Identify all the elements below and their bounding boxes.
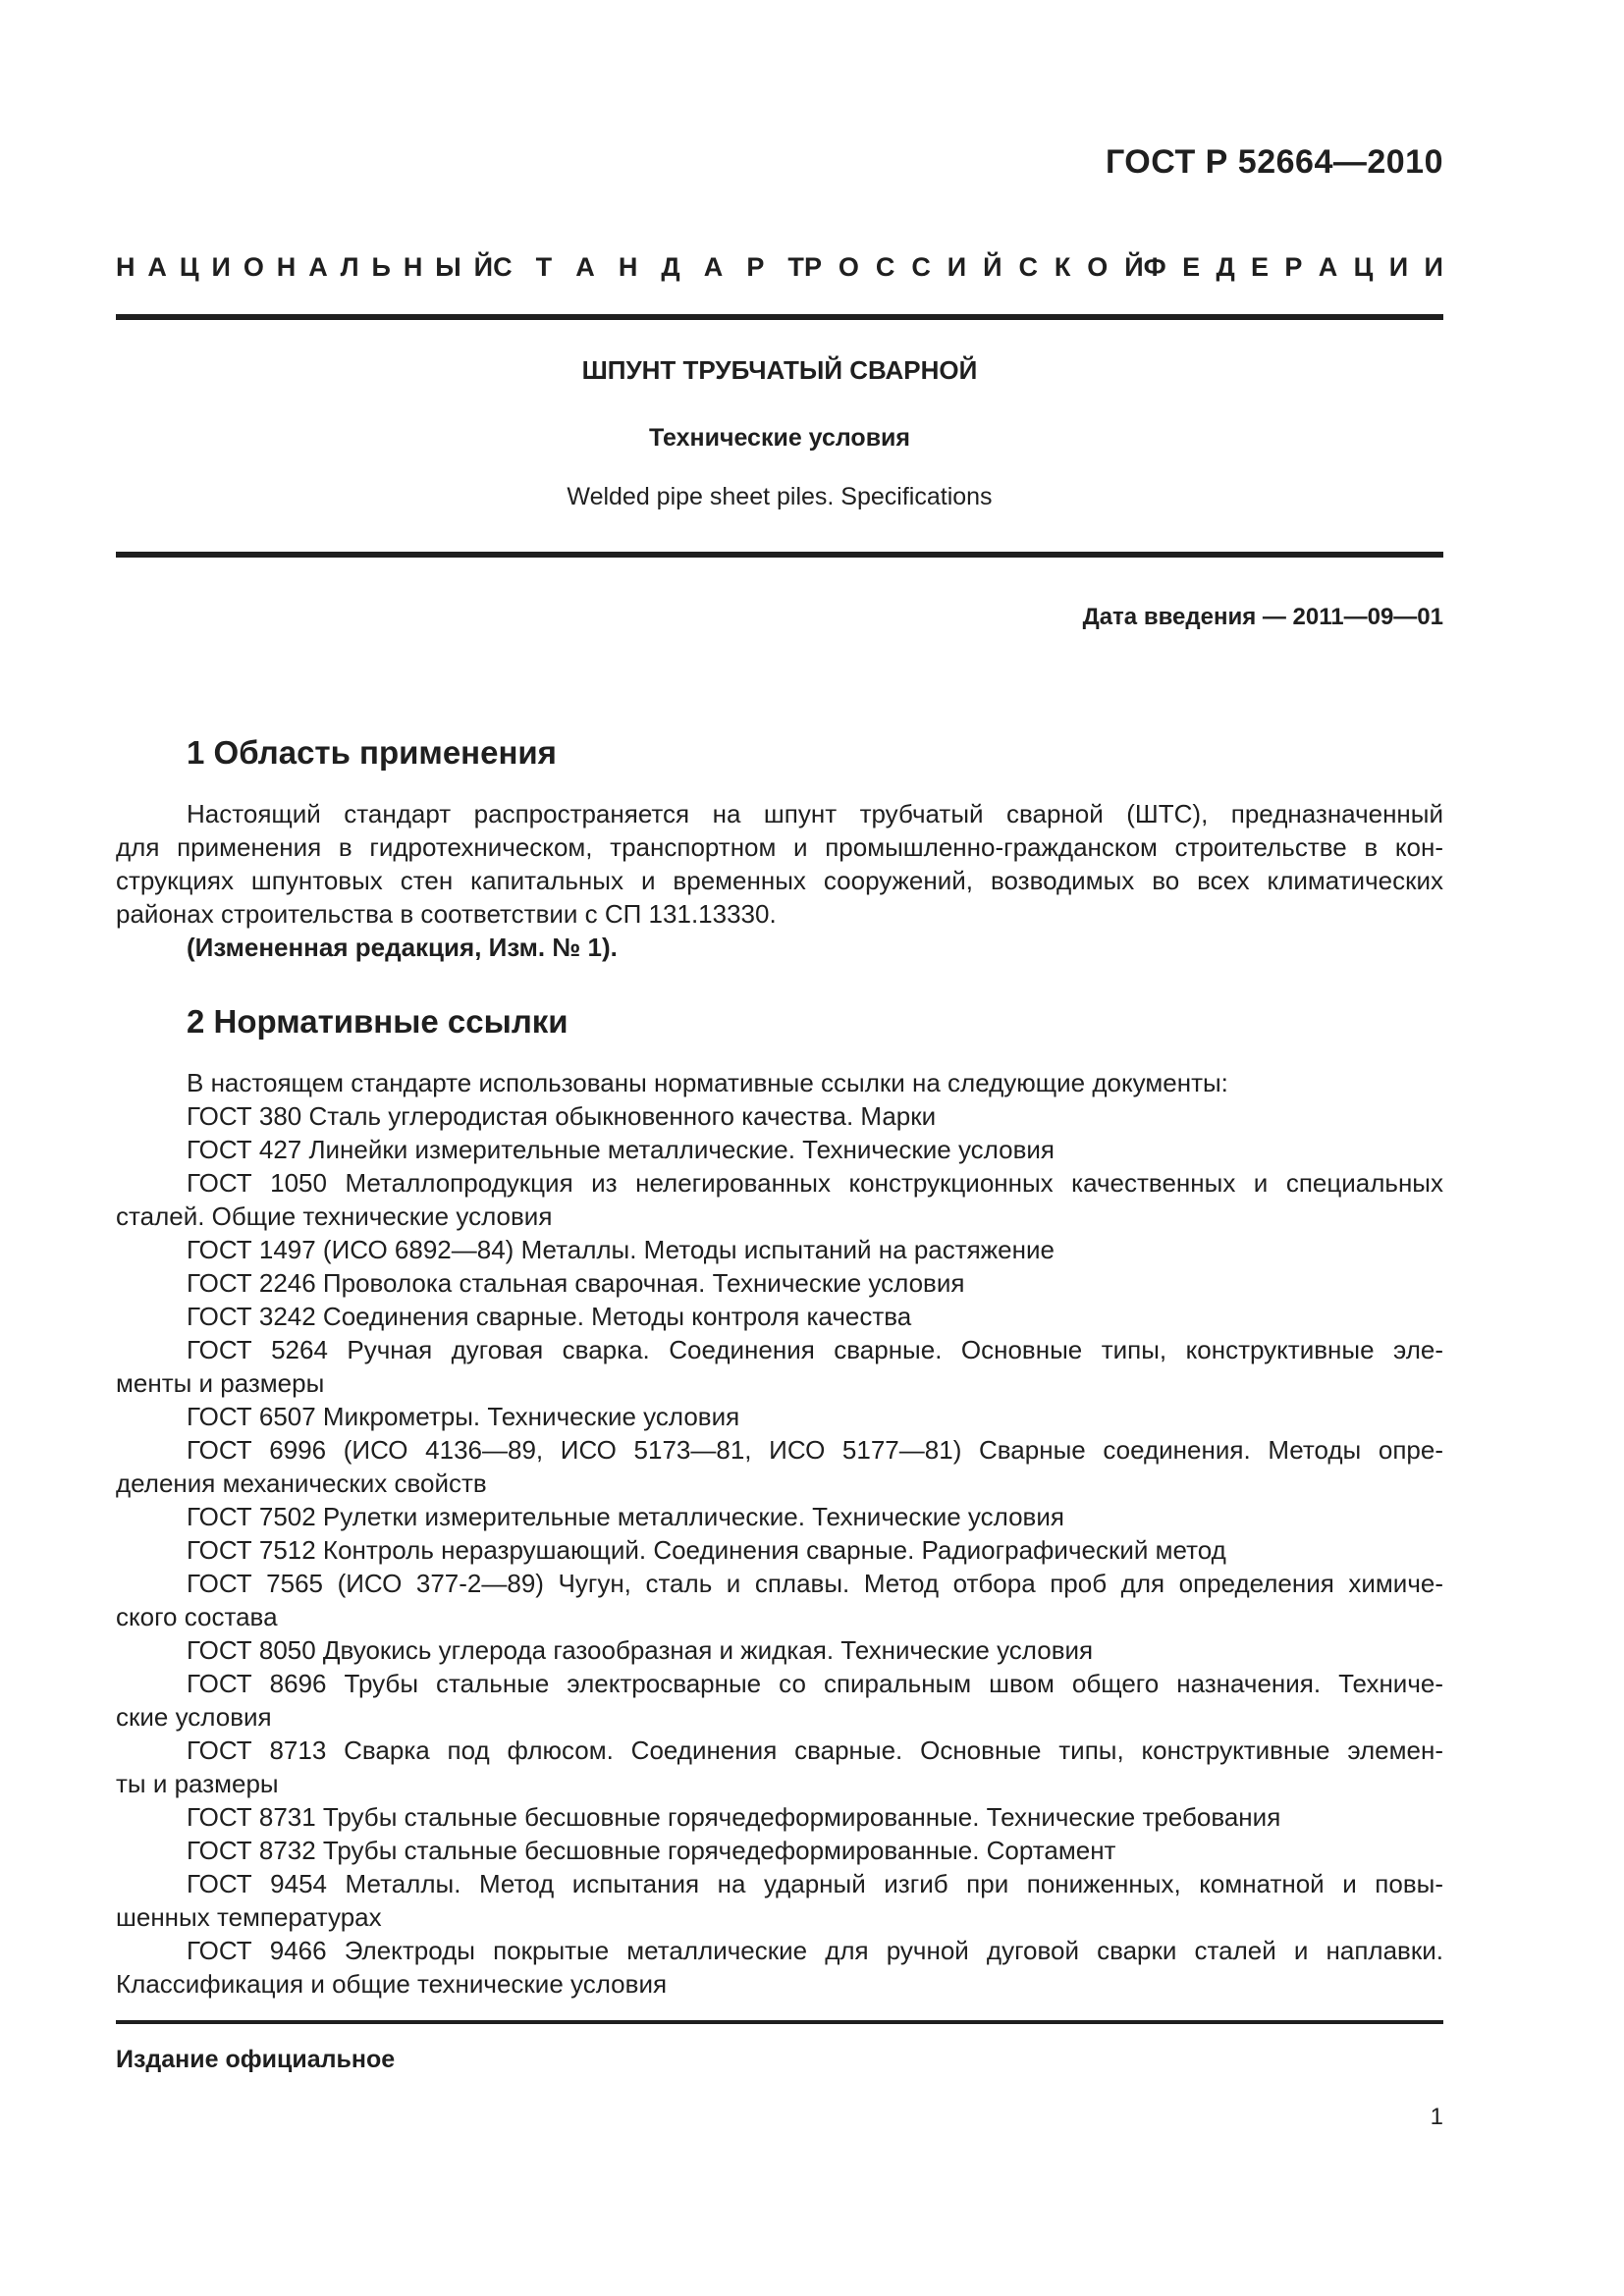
- official-edition-label: Издание официальное: [116, 2046, 396, 2073]
- reference-line: деления механических свойств: [116, 1468, 487, 1498]
- reference-line: ты и размеры: [116, 1769, 279, 1798]
- section-1-heading: 1 Область применения: [187, 734, 557, 771]
- reference-line: ГОСТ 7565 (ИСО 377-2—89) Чугун, сталь и сплавы. Метод отбора проб для определения химиче-: [187, 1569, 1443, 1598]
- section-2-heading: 2 Нормативные ссылки: [187, 1003, 568, 1040]
- reference-line: ГОСТ 6507 Микрометры. Технические условия: [187, 1402, 740, 1431]
- reference-line: ГОСТ 9454 Металлы. Метод испытания на ударный изгиб при пониженных, комнатной и повы-: [187, 1869, 1443, 1898]
- reference-list: [116, 1099, 1443, 2001]
- national-standard-word: Ф Е Д Е Р А Ц И И: [1143, 252, 1443, 282]
- reference-line: ГОСТ 8732 Трубы стальные бесшовные горячедеформированные. Сортамент: [187, 1836, 1116, 1865]
- national-standard-word: Н А Ц И О Н А Л Ь Н Ы Й: [116, 252, 493, 282]
- national-standard-heading: [116, 252, 1443, 283]
- title-divider: [116, 552, 1443, 558]
- paragraph-line: струкциях шпунтовых стен капитальных и временных сооружений, возводимых во всех климатических: [116, 866, 1443, 895]
- reference-line: ГОСТ 8731 Трубы стальные бесшовные горячедеформированные. Технические требования: [187, 1802, 1281, 1832]
- document-title: ШПУНТ ТРУБЧАТЫЙ СВАРНОЙ: [581, 355, 978, 385]
- national-standard-word: Р О С С И Й С К О Й: [803, 252, 1144, 282]
- paragraph-line: для применения в гидротехническом, транспортном и промышленно-гражданском строительстве в кон-: [116, 832, 1443, 862]
- references-intro: В настоящем стандарте использованы нормативные ссылки на следующие документы:: [187, 1068, 1228, 1097]
- reference-line: ГОСТ 6996 (ИСО 4136—89, ИСО 5173—81, ИСО 5177—81) Сварные соединения. Методы опре-: [187, 1435, 1443, 1465]
- national-standard-word: С Т А Н Д А Р Т: [493, 252, 804, 282]
- reference-line: ского состава: [116, 1602, 278, 1631]
- reference-line: ГОСТ 8050 Двуокись углерода газообразная и жидкая. Технические условия: [187, 1635, 1094, 1665]
- reference-line: ГОСТ 1050 Металлопродукция из нелегированных конструкционных качественных и специальных: [187, 1168, 1443, 1198]
- document-subtitle: Технические условия: [648, 424, 911, 452]
- top-divider: [116, 314, 1443, 320]
- reference-line: ГОСТ 8696 Трубы стальные электросварные со спиральным швом общего назначения. Техниче-: [187, 1669, 1443, 1698]
- section-2-body: [116, 1066, 1443, 2001]
- amendment-note: (Измененная редакция, Изм. № 1).: [187, 933, 618, 962]
- reference-line: ГОСТ 8713 Сварка под флюсом. Соединения сварные. Основные типы, конструктивные элемен-: [187, 1735, 1443, 1765]
- reference-line: ГОСТ 7512 Контроль неразрушающий. Соединения сварные. Радиографический метод: [187, 1535, 1226, 1565]
- reference-line: сталей. Общие технические условия: [116, 1201, 553, 1231]
- reference-line: ГОСТ 427 Линейки измерительные металлические. Технические условия: [187, 1135, 1055, 1164]
- reference-line: ГОСТ 5264 Ручная дуговая сварка. Соединения сварные. Основные типы, конструктивные эле-: [187, 1335, 1443, 1364]
- paragraph-line: районах строительства в соответствии с СП 131.13330.: [116, 899, 777, 929]
- reference-line: ГОСТ 1497 (ИСО 6892—84) Металлы. Методы испытаний на растяжение: [187, 1235, 1055, 1264]
- paragraph-line: Настоящий стандарт распространяется на шпунт трубчатый сварной (ШТС), предназначенный: [187, 799, 1443, 828]
- page-number: 1: [1430, 2104, 1443, 2130]
- english-title: Welded pipe sheet piles. Specifications: [567, 483, 993, 510]
- reference-line: ГОСТ 3242 Соединения сварные. Методы контроля качества: [187, 1302, 912, 1331]
- reference-line: ГОСТ 9466 Электроды покрытые металлические для ручной дуговой сварки сталей и наплавки.: [187, 1936, 1443, 1965]
- gost-identifier: ГОСТ Р 52664—2010: [1105, 143, 1443, 181]
- reference-line: ГОСТ 2246 Проволока стальная сварочная. Технические условия: [187, 1268, 965, 1298]
- reference-line: менты и размеры: [116, 1368, 325, 1398]
- reference-line: шенных температурах: [116, 1902, 382, 1932]
- footer-divider: [116, 2020, 1443, 2024]
- reference-line: ские условия: [116, 1702, 272, 1732]
- introduction-date: Дата введения — 2011—09—01: [1082, 604, 1443, 630]
- section-1-body: [116, 797, 1443, 964]
- reference-line: ГОСТ 380 Сталь углеродистая обыкновенного качества. Марки: [187, 1101, 937, 1131]
- reference-line: Классификация и общие технические условия: [116, 1969, 668, 1999]
- reference-line: ГОСТ 7502 Рулетки измерительные металлические. Технические условия: [187, 1502, 1064, 1531]
